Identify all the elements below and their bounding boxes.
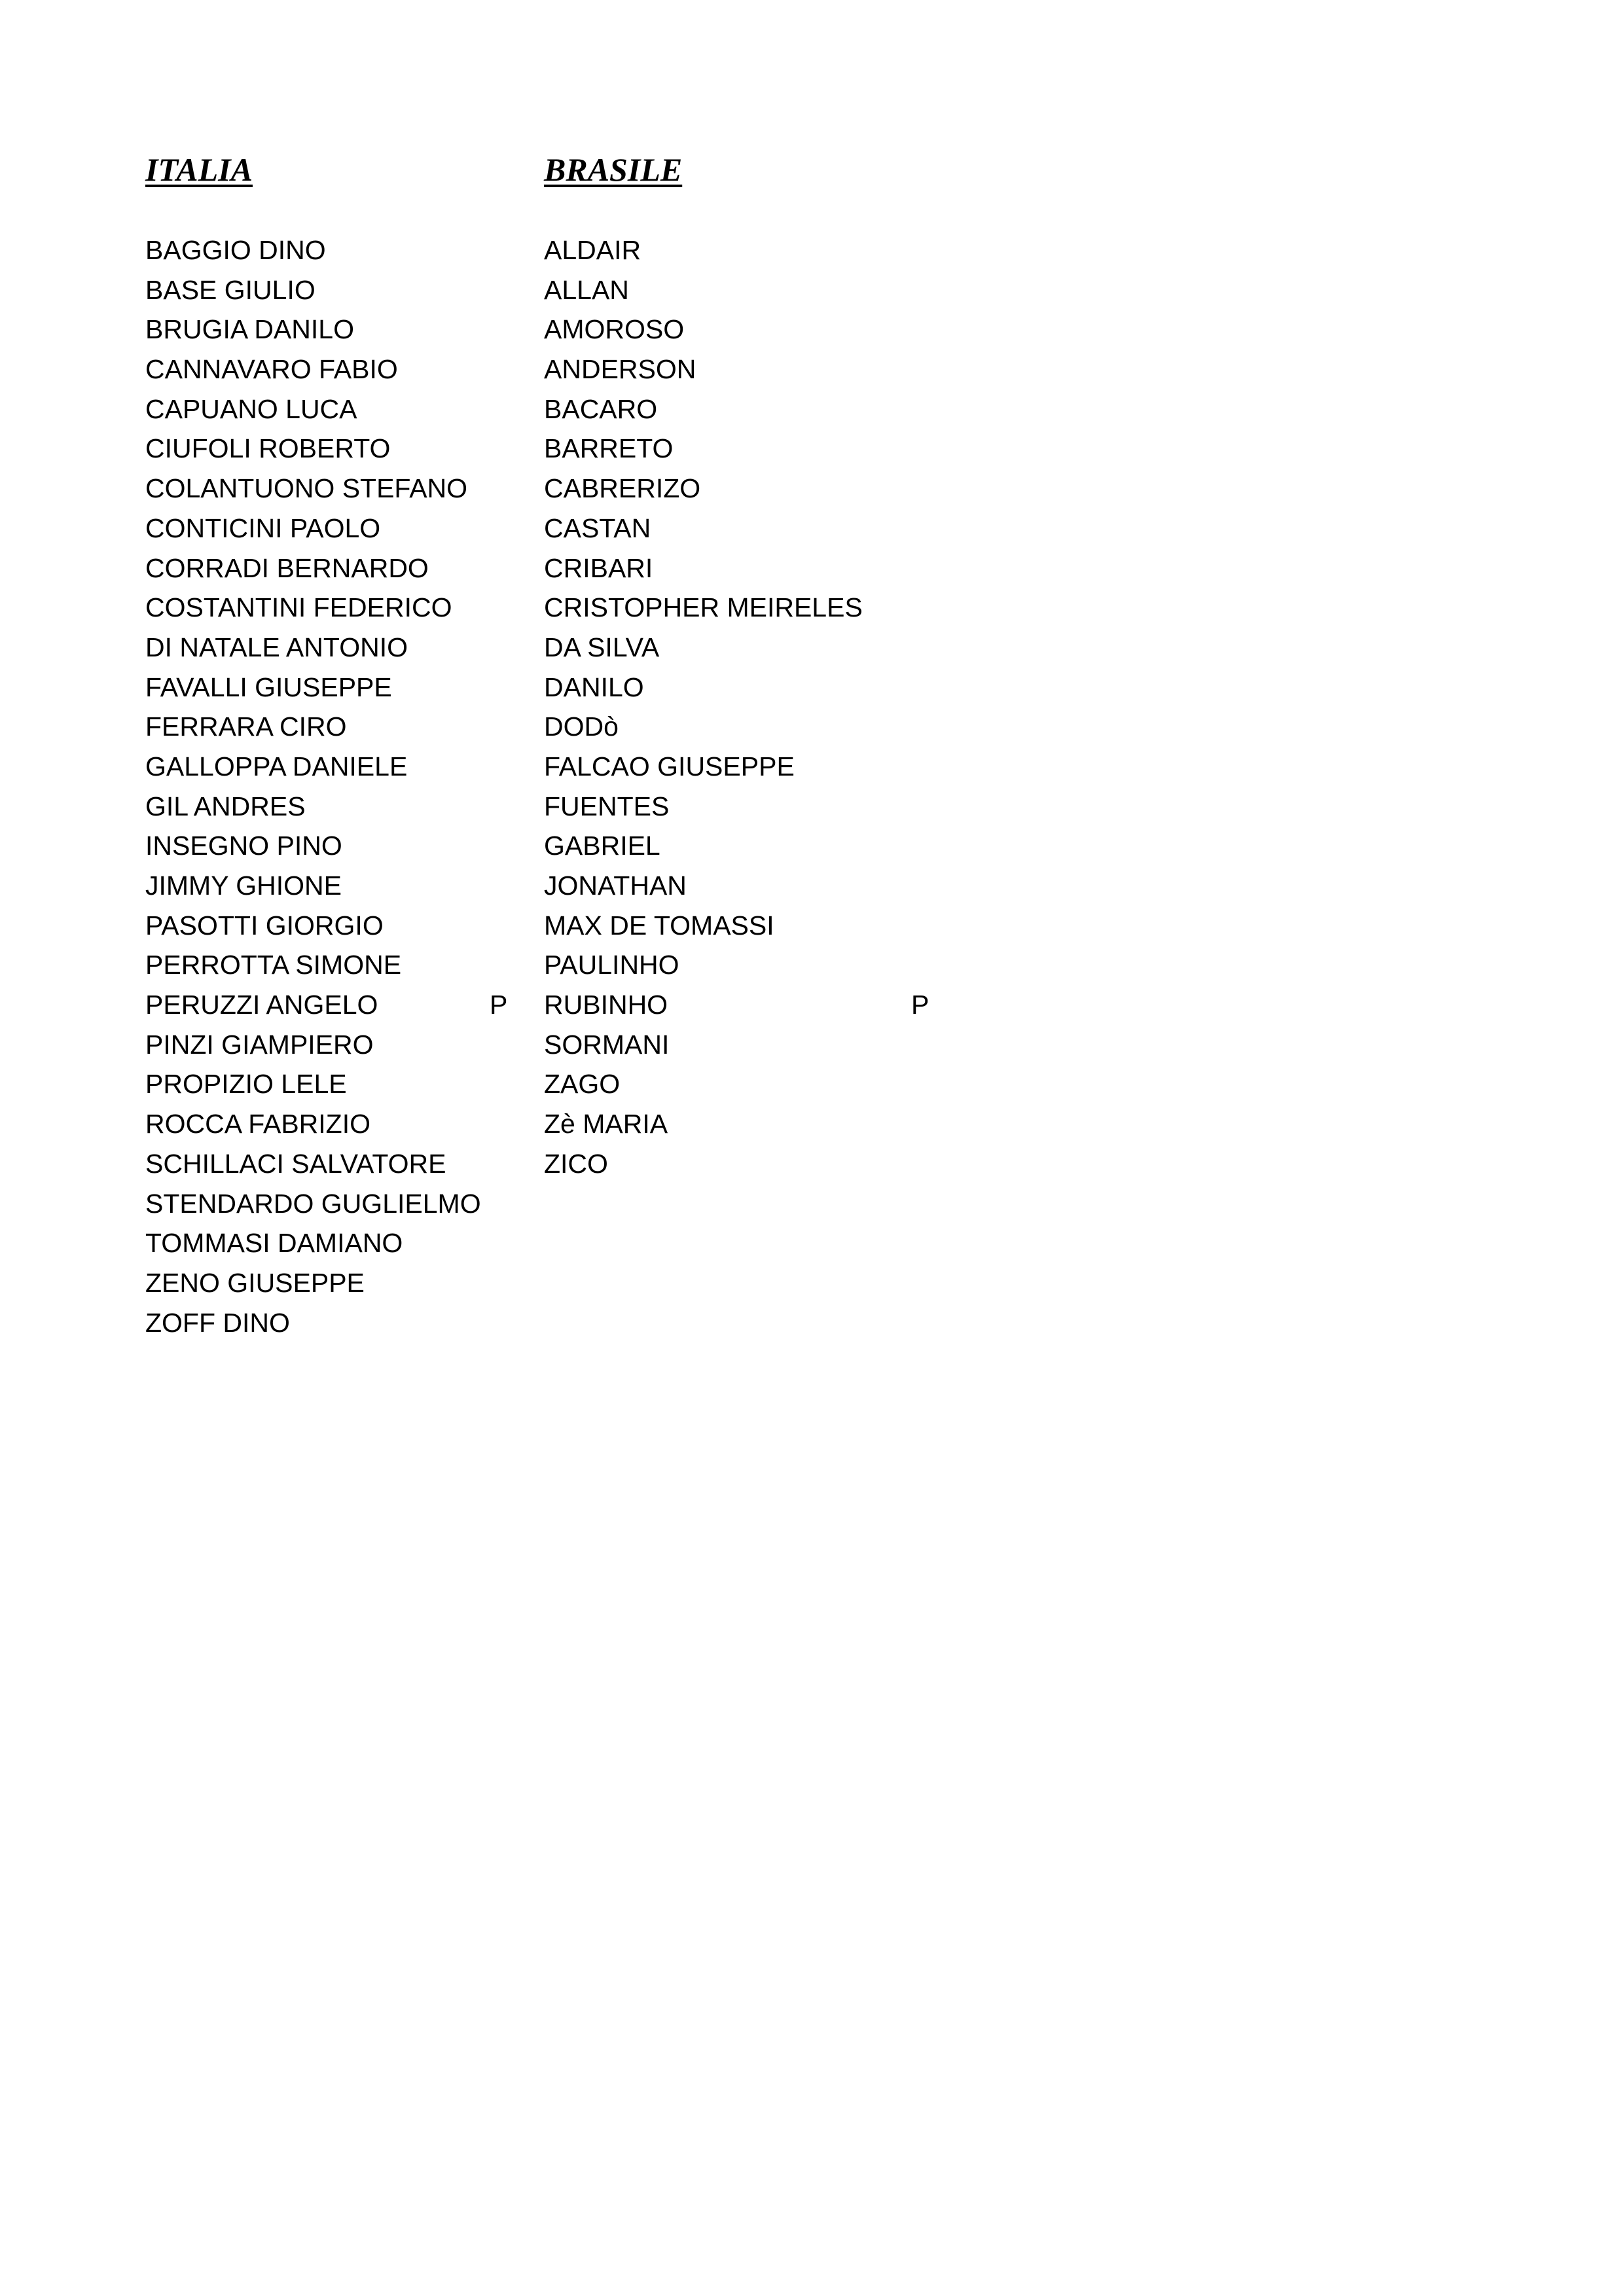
player-row [145, 668, 512, 708]
player-name: AMOROSO [544, 314, 685, 345]
player-name: ALDAIR [544, 235, 641, 265]
player-row [145, 787, 512, 827]
player-name: ROCCA FABRIZIO [145, 1109, 370, 1139]
player-row [145, 548, 512, 588]
player-mark: P [911, 990, 929, 1020]
player-row [544, 350, 950, 389]
player-name: CIUFOLI ROBERTO [145, 433, 391, 464]
player-row [544, 389, 950, 429]
player-name: JIMMY GHIONE [145, 870, 342, 901]
player-row [544, 787, 950, 827]
player-row [145, 945, 512, 985]
player-name: DA SILVA [544, 632, 660, 662]
player-mark: P [490, 990, 508, 1020]
heading-brasile: BRASILE [544, 151, 683, 188]
player-name: ZOFF DINO [145, 1307, 290, 1338]
player-row [544, 270, 950, 310]
player-row [544, 509, 950, 548]
player-name: CASTAN [544, 512, 651, 543]
player-row [145, 429, 512, 469]
player-row [145, 1223, 512, 1263]
heading-italia: ITALIA [145, 151, 253, 188]
player-name: CAPUANO LUCA [145, 393, 357, 424]
player-name: INSEGNO PINO [145, 831, 342, 861]
player-name: DI NATALE ANTONIO [145, 632, 408, 662]
player-name: CRISTOPHER MEIRELES [544, 592, 863, 623]
player-name: BASE GIULIO [145, 274, 316, 305]
player-name: BAGGIO DINO [145, 235, 326, 265]
player-row [145, 389, 512, 429]
player-name: CORRADI BERNARDO [145, 552, 429, 583]
player-row [145, 469, 512, 509]
player-row [145, 628, 512, 668]
player-row [145, 350, 512, 389]
player-row [145, 985, 512, 1025]
player-row [145, 509, 512, 548]
player-name: FUENTES [544, 791, 670, 821]
player-row [145, 310, 512, 350]
player-name: PROPIZIO LELE [145, 1069, 347, 1100]
roster-italia [145, 230, 512, 1342]
player-name: RUBINHO [544, 990, 668, 1020]
player-name: PINZI GIAMPIERO [145, 1029, 374, 1060]
player-name: Zè MARIA [544, 1109, 668, 1139]
player-row [145, 1104, 512, 1144]
player-row [544, 429, 950, 469]
player-name: PAULINHO [544, 950, 679, 980]
player-row [145, 588, 512, 628]
player-name: COSTANTINI FEDERICO [145, 592, 452, 623]
player-row [145, 826, 512, 866]
player-name: SCHILLACI SALVATORE [145, 1148, 446, 1179]
player-row [145, 1184, 512, 1224]
player-row [145, 866, 512, 906]
player-row [145, 1263, 512, 1303]
player-row [544, 469, 950, 509]
player-row [544, 826, 950, 866]
player-name: ALLAN [544, 274, 629, 305]
player-name: SORMANI [544, 1029, 670, 1060]
player-row [544, 985, 950, 1025]
player-row [544, 1025, 950, 1065]
player-name: CABRERIZO [544, 473, 701, 504]
player-name: ZAGO [544, 1069, 621, 1100]
player-name: ZICO [544, 1148, 608, 1179]
player-row [544, 747, 950, 787]
player-row [544, 906, 950, 946]
player-row [145, 1025, 512, 1065]
player-name: GALLOPPA DANIELE [145, 751, 408, 781]
player-row [544, 707, 950, 747]
player-row [544, 588, 950, 628]
player-name: FERRARA CIRO [145, 711, 347, 742]
player-name: TOMMASI DAMIANO [145, 1228, 403, 1259]
player-name: PERUZZI ANGELO [145, 990, 378, 1020]
player-row [145, 1064, 512, 1104]
player-row [544, 1064, 950, 1104]
player-row [544, 548, 950, 588]
player-name: GABRIEL [544, 831, 660, 861]
player-row [544, 310, 950, 350]
player-row [145, 906, 512, 946]
player-name: PASOTTI GIORGIO [145, 910, 384, 941]
player-name: GIL ANDRES [145, 791, 306, 821]
player-row [145, 1303, 512, 1343]
player-name: MAX DE TOMASSI [544, 910, 774, 941]
player-row [544, 628, 950, 668]
player-name: STENDARDO GUGLIELMO [145, 1188, 481, 1219]
player-name: COLANTUONO STEFANO [145, 473, 468, 504]
player-name: FALCAO GIUSEPPE [544, 751, 795, 781]
player-row [145, 230, 512, 270]
roster-brasile [544, 230, 950, 1184]
player-name: CANNAVARO FABIO [145, 354, 398, 385]
player-row [544, 1144, 950, 1184]
player-row [544, 866, 950, 906]
player-name: PERROTTA SIMONE [145, 950, 402, 980]
player-row [145, 270, 512, 310]
player-name: CONTICINI PAOLO [145, 512, 381, 543]
player-row [145, 1144, 512, 1184]
player-row [544, 945, 950, 985]
player-name: DANILO [544, 672, 644, 702]
player-name: DODò [544, 711, 619, 742]
player-name: ZENO GIUSEPPE [145, 1267, 365, 1298]
player-name: JONATHAN [544, 870, 687, 901]
player-name: FAVALLI GIUSEPPE [145, 672, 392, 702]
player-row [544, 230, 950, 270]
player-row [145, 747, 512, 787]
player-name: ANDERSON [544, 354, 696, 385]
player-name: BACARO [544, 393, 658, 424]
player-name: BARRETO [544, 433, 674, 464]
player-name: CRIBARI [544, 552, 653, 583]
player-row [544, 1104, 950, 1144]
player-row [145, 707, 512, 747]
player-row [544, 668, 950, 708]
player-name: BRUGIA DANILO [145, 314, 354, 345]
